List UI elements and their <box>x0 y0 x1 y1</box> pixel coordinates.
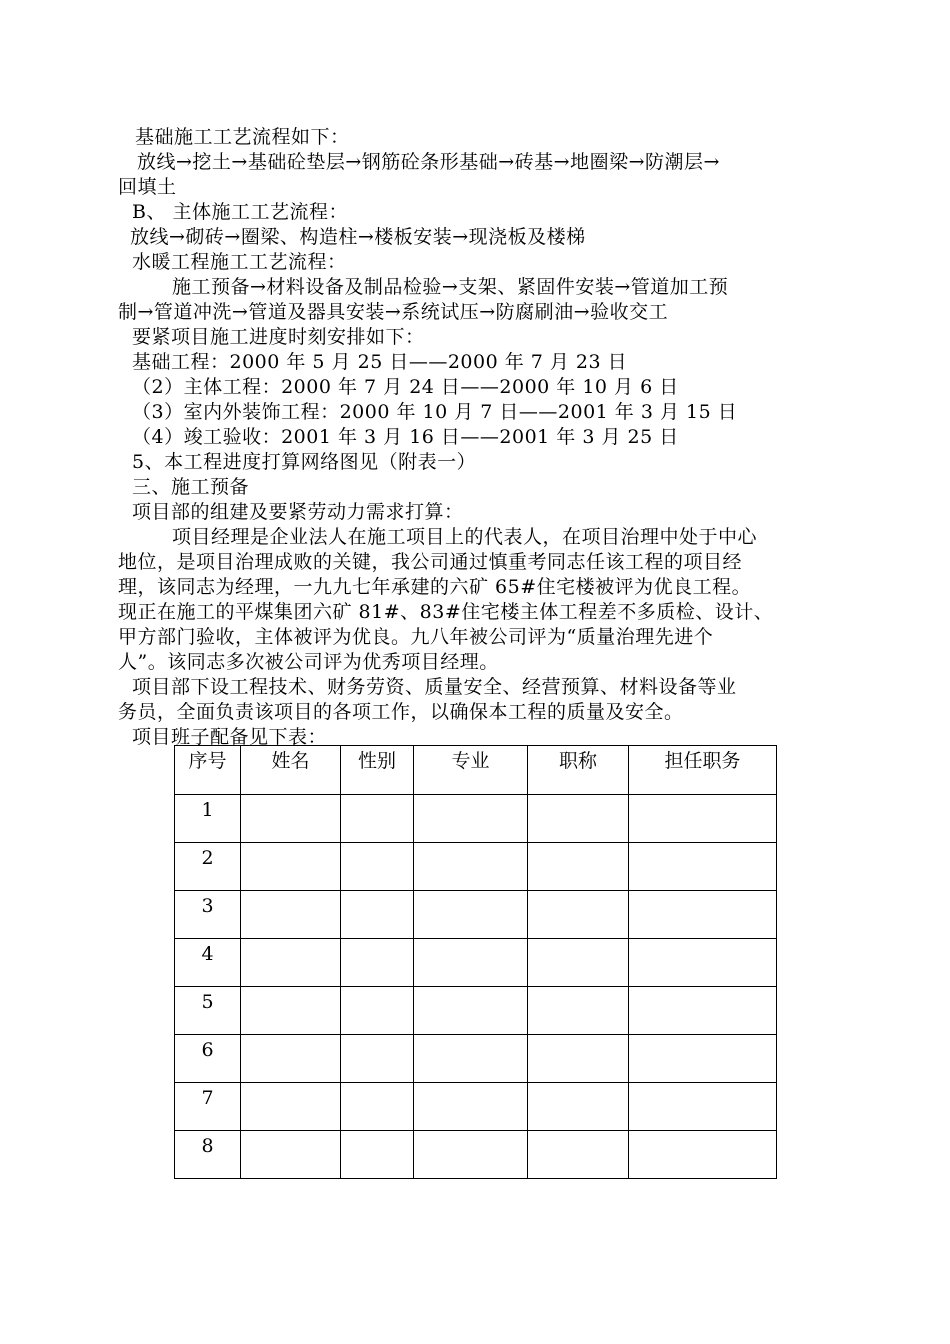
table-row <box>175 1131 777 1179</box>
row-number: 1 <box>175 795 241 843</box>
schedule-foundation: 基础工程：2000 年 5 月 25 日——2000 年 7 月 23 日 <box>132 351 628 373</box>
table-cell <box>341 1035 414 1083</box>
manager-paragraph-line5: 甲方部门验收，主体被评为优良。九八年被公司评为“质量治理先进个 <box>118 626 714 648</box>
table-cell <box>629 843 777 891</box>
foundation-process-flow-cont: 回填土 <box>118 176 177 198</box>
header-cell-position: 担任职务 <box>629 746 777 795</box>
manager-paragraph-line1: 项目经理是企业法人在施工项目上的代表人，在项目治理中处于中心 <box>172 526 758 548</box>
header-cell-name: 姓名 <box>241 746 341 795</box>
table-cell <box>528 939 629 987</box>
table-cell <box>528 1131 629 1179</box>
table-row <box>175 1035 777 1083</box>
section-heading-preparation: 三、施工预备 <box>132 476 250 498</box>
table-cell <box>528 1083 629 1131</box>
row-number: 7 <box>175 1083 241 1131</box>
manager-paragraph-line4: 现正在施工的平煤集团六矿 81#、83#住宅楼主体工程差不多质检、设计、 <box>118 601 774 623</box>
row-number: 3 <box>175 891 241 939</box>
table-row <box>175 939 777 987</box>
table-cell <box>241 1131 341 1179</box>
table-cell <box>414 843 528 891</box>
table-cell <box>341 891 414 939</box>
team-table-caption: 项目班子配备见下表： <box>132 726 328 748</box>
table-cell <box>629 795 777 843</box>
manager-paragraph-line3: 理，该同志为经理，一九九七年承建的六矿 65#住宅楼被评为优良工程。 <box>118 576 752 598</box>
labor-plan-heading: 项目部的组建及要紧劳动力需求打算： <box>132 501 464 523</box>
table-cell <box>341 1083 414 1131</box>
staff-paragraph-line2: 务员，全面负责该项目的各项工作，以确保本工程的质量及安全。 <box>118 701 684 723</box>
table-cell <box>241 939 341 987</box>
plumbing-process-flow: 施工预备→材料设备及制品检验→支架、紧固件安装→管道加工预 <box>172 276 729 298</box>
table-cell <box>528 843 629 891</box>
table-cell <box>629 939 777 987</box>
manager-paragraph-line6: 人”。该同志多次被公司评为优秀项目经理。 <box>118 651 499 673</box>
table-row <box>175 795 777 843</box>
table-cell <box>341 1131 414 1179</box>
foundation-process-heading: 基础施工工艺流程如下： <box>135 126 350 148</box>
table-cell <box>414 795 528 843</box>
table-cell <box>241 1083 341 1131</box>
table-cell <box>528 987 629 1035</box>
header-cell-gender: 性别 <box>341 746 414 795</box>
plumbing-process-flow-cont: 制→管道冲洗→管道及器具安装→系统试压→防腐刷油→验收交工 <box>118 301 669 323</box>
main-process-flow: 放线→砌砖→圈梁、构造柱→楼板安装→现浇板及楼梯 <box>130 226 586 248</box>
table-row <box>175 891 777 939</box>
table-cell <box>241 987 341 1035</box>
row-number: 6 <box>175 1035 241 1083</box>
table-cell <box>241 795 341 843</box>
table-header-row <box>175 746 777 795</box>
table-cell <box>629 891 777 939</box>
table-cell <box>414 1131 528 1179</box>
table-cell <box>414 1035 528 1083</box>
row-number: 5 <box>175 987 241 1035</box>
table-cell <box>341 795 414 843</box>
table-cell <box>528 1035 629 1083</box>
network-plan-note: 5、本工程进度打算网络图见（附表一） <box>132 451 477 473</box>
table-cell <box>629 1131 777 1179</box>
table-cell <box>414 939 528 987</box>
schedule-heading: 要紧项目施工进度时刻安排如下： <box>132 326 425 348</box>
header-cell-title: 职称 <box>528 746 629 795</box>
table-cell <box>414 891 528 939</box>
main-process-heading: B、 主体施工工艺流程： <box>132 201 349 223</box>
table-cell <box>629 1035 777 1083</box>
table-row <box>175 843 777 891</box>
table-cell <box>241 891 341 939</box>
table-cell <box>341 939 414 987</box>
table-cell <box>629 1083 777 1131</box>
manager-paragraph-line2: 地位，是项目治理成败的关键，我公司通过慎重考同志任该工程的项目经 <box>118 551 743 573</box>
table-cell <box>241 843 341 891</box>
row-number: 8 <box>175 1131 241 1179</box>
foundation-process-flow: 放线→挖土→基础砼垫层→钢筋砼条形基础→砖基→地圈梁→防潮层→ <box>137 151 720 173</box>
table-cell <box>341 987 414 1035</box>
header-cell-major: 专业 <box>414 746 528 795</box>
row-number: 2 <box>175 843 241 891</box>
schedule-decoration: （3）室内外装饰工程：2000 年 10 月 7 日——2001 年 3 月 15 日 <box>132 401 738 423</box>
table-cell <box>414 987 528 1035</box>
table-cell <box>414 1083 528 1131</box>
header-cell-no: 序号 <box>175 746 241 795</box>
table-row <box>175 1083 777 1131</box>
plumbing-process-heading: 水暖工程施工工艺流程： <box>132 251 347 273</box>
table-row <box>175 987 777 1035</box>
table-cell <box>341 843 414 891</box>
schedule-acceptance: （4）竣工验收：2001 年 3 月 16 日——2001 年 3 月 25 日 <box>132 426 679 448</box>
row-number: 4 <box>175 939 241 987</box>
table-cell <box>528 795 629 843</box>
team-table <box>174 745 777 1179</box>
table-cell <box>528 891 629 939</box>
table-cell <box>629 987 777 1035</box>
staff-paragraph-line1: 项目部下设工程技术、财务劳资、质量安全、经营预算、材料设备等业 <box>132 676 737 698</box>
table-cell <box>241 1035 341 1083</box>
schedule-main: （2）主体工程：2000 年 7 月 24 日——2000 年 10 月 6 日 <box>132 376 679 398</box>
